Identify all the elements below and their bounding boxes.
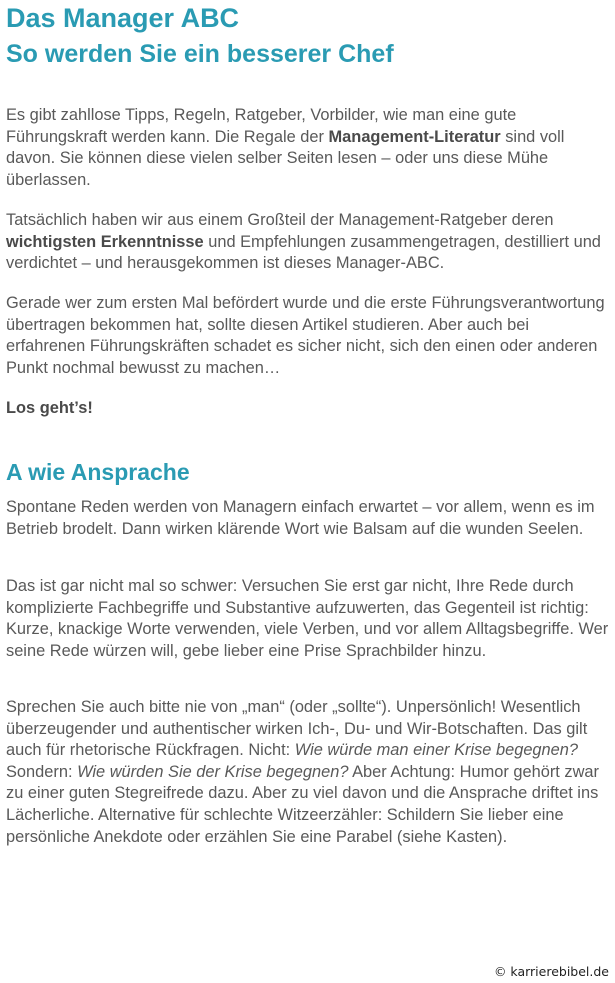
intro-paragraph-3: Gerade wer zum ersten Mal befördert wurde und die erste Führungsverantwortung übertragen bekommen hat, sollte diesen Artikel studieren. Aber auch bei erfahrenen Führungskräften schadet es sicher nicht, sich den einen oder anderen Punkt nochmal bewusst zu machen…: [6, 294, 605, 377]
section-heading-a: A wie Ansprache: [6, 459, 190, 485]
intro-call: Los geht’s!: [6, 399, 93, 417]
page-subtitle: So werden Sie ein besserer Chef: [6, 40, 394, 68]
intro-paragraph-1: Es gibt zahllose Tipps, Regeln, Ratgeber, Vorbilder, wie man eine gute Führungskraft werden kann. Die Regale der Management-Literatur sind voll davon. Sie können diese vielen selber Seiten lesen – oder uns diese Mühe überlassen.: [6, 106, 565, 189]
section-a-paragraph-3: Sprechen Sie auch bitte nie von „man“ (oder „sollte“). Unpersönlich! Wesentlich überzeugender und authentischer wirken Ich-, Du- und Wir-Botschaften. Das gilt auch für rhetorische Rückfragen. Nicht: Wie würde man einer Krise begegnen? Sondern: Wie würden Sie der Krise begegnen? Aber Achtung: Humor gehört zwar zu einer guten Stegreifrede dazu. Aber zu viel davon und die Ansprache driftet ins Lächerliche. Alternative für schlechte Witzeerzähler: Schildern Sie lieber eine persönliche Anekdote oder erzählen Sie eine Parabel (siehe Kasten).: [6, 698, 599, 846]
page-title: Das Manager ABC: [6, 3, 240, 33]
copyright-notice: © karrierebibel.de: [493, 964, 609, 979]
bold-term: Management-Literatur: [328, 127, 501, 146]
bold-term: wichtigsten Erkenntnisse: [6, 232, 204, 251]
italic-quote: Wie würden Sie der Krise begegnen?: [77, 762, 349, 781]
intro-paragraph-2: Tatsächlich haben wir aus einem Großteil der Management-Ratgeber deren wichtigsten Erkenntnisse und Empfehlungen zusammengetragen, destilliert und verdichtet – und herausgekommen ist dieses Manager-ABC.: [6, 211, 601, 273]
section-a-paragraph-1: Spontane Reden werden von Managern einfach erwartet – vor allem, wenn es im Betrieb brodelt. Dann wirken klärende Wort wie Balsam auf die wunden Seelen.: [6, 498, 595, 538]
italic-quote: Wie würde man einer Krise begegnen?: [294, 741, 579, 760]
section-a-paragraph-2: Das ist gar nicht mal so schwer: Versuchen Sie erst gar nicht, Ihre Rede durch komplizierte Fachbegriffe und Substantive aufzuwerten, das Gegenteil ist richtig: Kurze, knackige Worte verwenden, viele Verben, und vor allem Alltagsbegriffe. Wer seine Rede würzen will, gebe lieber eine Prise Sprachbilder hinzu.: [6, 577, 609, 660]
